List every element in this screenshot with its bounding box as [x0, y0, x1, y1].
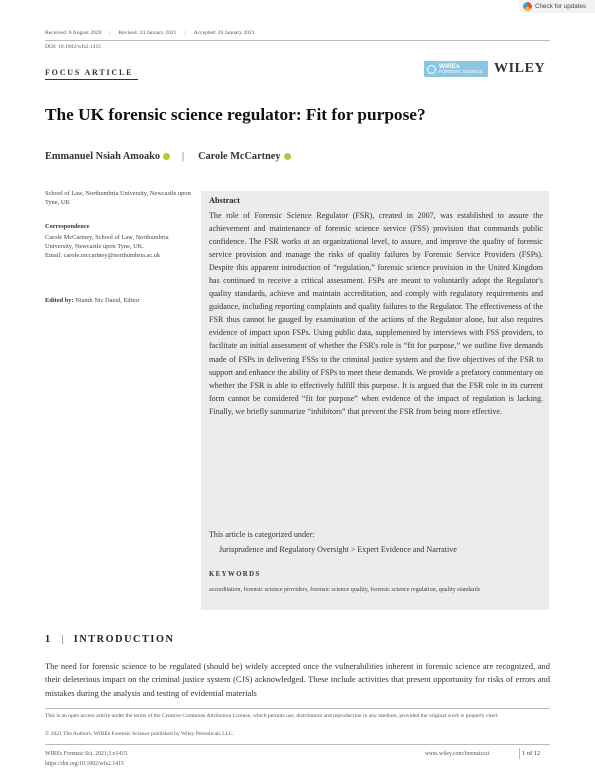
check-for-updates-badge[interactable] [519, 0, 595, 13]
footer-divider [45, 708, 550, 709]
article-type: FOCUS ARTICLE [45, 68, 134, 77]
section-heading [45, 634, 174, 645]
correspondence-address: Carole McCartney, School of Law, Northumbria University, Newcastle upon Tyne, UK. [45, 234, 169, 251]
correspondence-block [45, 233, 190, 261]
author-separator: | [182, 151, 185, 162]
article-dates [45, 30, 255, 36]
crossmark-icon [523, 2, 532, 11]
edited-by-label: Edited by: [45, 297, 74, 304]
open-access-notice: This is an open access article under the terms of the Creative Commons Attribution License, which permits use, distribution and reproduction in any medium, provided the original work is properly cited. [45, 713, 499, 719]
keywords-heading: KEYWORDS [209, 571, 261, 578]
journal-site-link[interactable]: wires.wiley.com/forensicsci [425, 751, 490, 757]
edited-by-name: Niamh Nic Daeid, Editor [75, 297, 140, 304]
author-2[interactable]: Carole McCartney [198, 151, 281, 162]
journal-logo-name: WIREs [439, 62, 460, 70]
header-divider [45, 40, 550, 41]
article-title: The UK forensic science regulator: Fit for purpose? [45, 105, 426, 124]
categorized-heading: This article is categorized under: [209, 530, 315, 539]
orcid-icon[interactable] [163, 153, 170, 160]
journal-reference: WIREs Forensic Sci. 2021;3:e1415. [45, 751, 129, 757]
abstract-text: The role of Forensic Science Regulator (FSR), created in 2007, was established to assure the achievement and maintenance of forensic science service (FSS) provision that commands public confidence. The FSR works at an organizational level, to assure, and improve the quality of forensic service provision and manage the risks of quality failures by Forensic Service Providers (FSPs). Despite this apparent introduction of “regulation,” forensic science provision in the United Kingdom has continued to receive a critical assessment. FSPs are meant to voluntarily adopt the Regulator's quality standards, achieve and maintain accreditation, and comply with regulatory requirements and guidance, including reporting complaints and quality failures to the Regulator. The effectiveness of the FSR thus cannot be gauged by examination of the actions of the Regulator alone, but also requires evidence of impact upon FSPs. Using public data, supplemented by interviews with FSS providers, to facilitate an initial assessment of whether the FSR's role is “fit for purpose,” we outline five demands made of FSPs in delivering FSSs to the criminal justice system and the five objectives of the FSR to support and enhance the ability of FSPs to meet these demands. We provide a prefatory commentary on whether the FSR is able to effectively fulfill this purpose. It is argued that the FSR role in its current form cannot be considered “fit for purpose” when evidence of the impact of regulation is lacking. Finally, we briefly summarize “inhibitors” that prevent the FSR from being more effective. [209, 211, 543, 416]
date-separator: | [109, 30, 111, 36]
section-title: INTRODUCTION [73, 634, 175, 645]
affiliation: School of Law, Northumbria University, Newcastle upon Tyne, UK [45, 190, 191, 207]
section-separator: | [61, 634, 64, 645]
page-separator [519, 748, 520, 759]
date-separator: | [184, 30, 186, 36]
category-link[interactable]: Jurisprudence and Regulatory Oversight > Expert Evidence and Narrative [219, 545, 457, 554]
revised-date: Revised: 24 January 2021 [118, 30, 177, 36]
copyright-notice: © 2021 The Authors. WIREs Forensic Science published by Wiley Periodicals LLC. [45, 731, 235, 737]
edited-by [45, 297, 139, 304]
author-1[interactable]: Emmanuel Nsiah Amoako [45, 151, 161, 162]
article-doi: DOI: 10.1002/wfs2.1415 [45, 44, 102, 50]
received-date: Received: 6 August 2020 [45, 30, 102, 36]
footer-divider [45, 744, 550, 745]
journal-doi-link[interactable]: https://doi.org/10.1002/wfs2.1415 [45, 761, 124, 767]
section-number: 1 [45, 634, 52, 645]
section-body-text: The need for forensic science to be regulated (should be) widely accepted once the vulnerabilities inherent in forensic science are recognized, and their deleterious impact on the criminal justice system (CJS) acknowledged. These include activities that present opportunity for risks of errors and mistakes during the analysis and testing of evidential materials [45, 661, 550, 698]
page-number: 1 of 12 [522, 750, 541, 757]
check-for-updates-label: Check for updates [535, 3, 587, 10]
correspondence-heading: Correspondence [45, 223, 90, 230]
journal-logo [424, 61, 488, 77]
keywords-list: accreditation, forensic science providers, forensic science quality, forensic science regulation, quality standards [209, 587, 481, 593]
globe-icon [427, 65, 436, 74]
orcid-icon[interactable] [284, 153, 291, 160]
publisher-logo: WILEY [494, 61, 546, 76]
correspondence-email[interactable]: Email: carole.mccartney@northumbria.ac.uk [45, 252, 161, 260]
author-list [45, 151, 291, 162]
accepted-date: Accepted: 26 January 2021 [193, 30, 255, 36]
abstract-heading: Abstract [209, 196, 240, 205]
journal-logo-subtitle: FORENSIC SCIENCE [439, 69, 483, 75]
article-type-underline [45, 79, 138, 80]
